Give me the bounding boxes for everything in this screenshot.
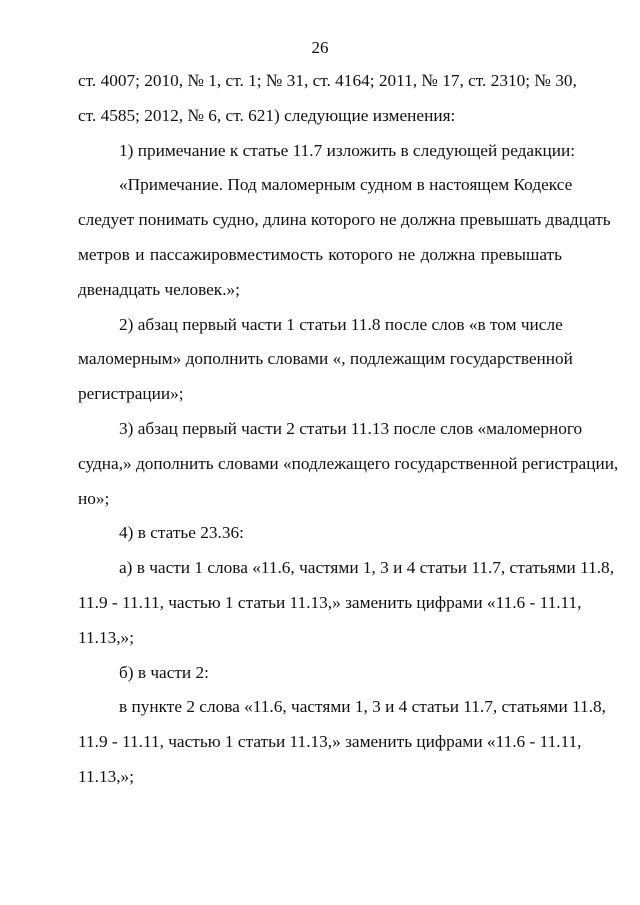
text-line: 11.9 - 11.11, частью 1 статьи 11.13,» заменить цифрами «11.6 - 11.11, [78,592,582,612]
text-line: 11.9 - 11.11, частью 1 статьи 11.13,» заменить цифрами «11.6 - 11.11, [78,732,582,752]
text-line: ст. 4585; 2012, № 6, ст. 621) следующие изменения: [78,105,456,125]
text-line: 3) абзац первый части 2 статьи 11.13 после слов «маломерного [119,418,583,438]
text-line: 11.13,»; [78,627,135,647]
text-line: 11.13,»; [78,766,135,786]
text-line: метров и пассажировместимость которого не должна превышать [78,244,562,264]
text-line: регистрации»; [78,384,184,404]
text-line: 1) примечание к статье 11.7 изложить в следующей редакции: [119,140,576,160]
text-line: «Примечание. Под маломерным судном в настоящем Кодексе [119,175,573,195]
text-line: 4) в статье 23.36: [119,523,244,543]
text-line: в пункте 2 слова «11.6, частями 1, 3 и 4 статьи 11.7, статьями 11.8, [119,697,606,717]
text-line: ст. 4007; 2010, № 1, ст. 1; № 31, ст. 4164; 2011, № 17, ст. 2310; № 30, [78,71,577,90]
text-line: следует понимать судно, длина которого не должна превышать двадцать [78,210,611,230]
text-line: маломерным» дополнить словами «, подлежащим государственной [78,349,573,369]
text-line: но»; [78,488,110,508]
text-line: б) в части 2: [119,662,209,682]
page-number: 26 [311,38,329,57]
text-line: 2) абзац первый части 1 статьи 11.8 после слов «в том числе [119,314,563,334]
text-line: судна,» дополнить словами «подлежащего государственной регистрации, [78,453,619,473]
text-line: а) в части 1 слова «11.6, частями 1, 3 и 4 статьи 11.7, статьями 11.8, [119,558,615,578]
document-body [78,64,619,795]
text-line: двенадцать человек.»; [78,279,240,299]
